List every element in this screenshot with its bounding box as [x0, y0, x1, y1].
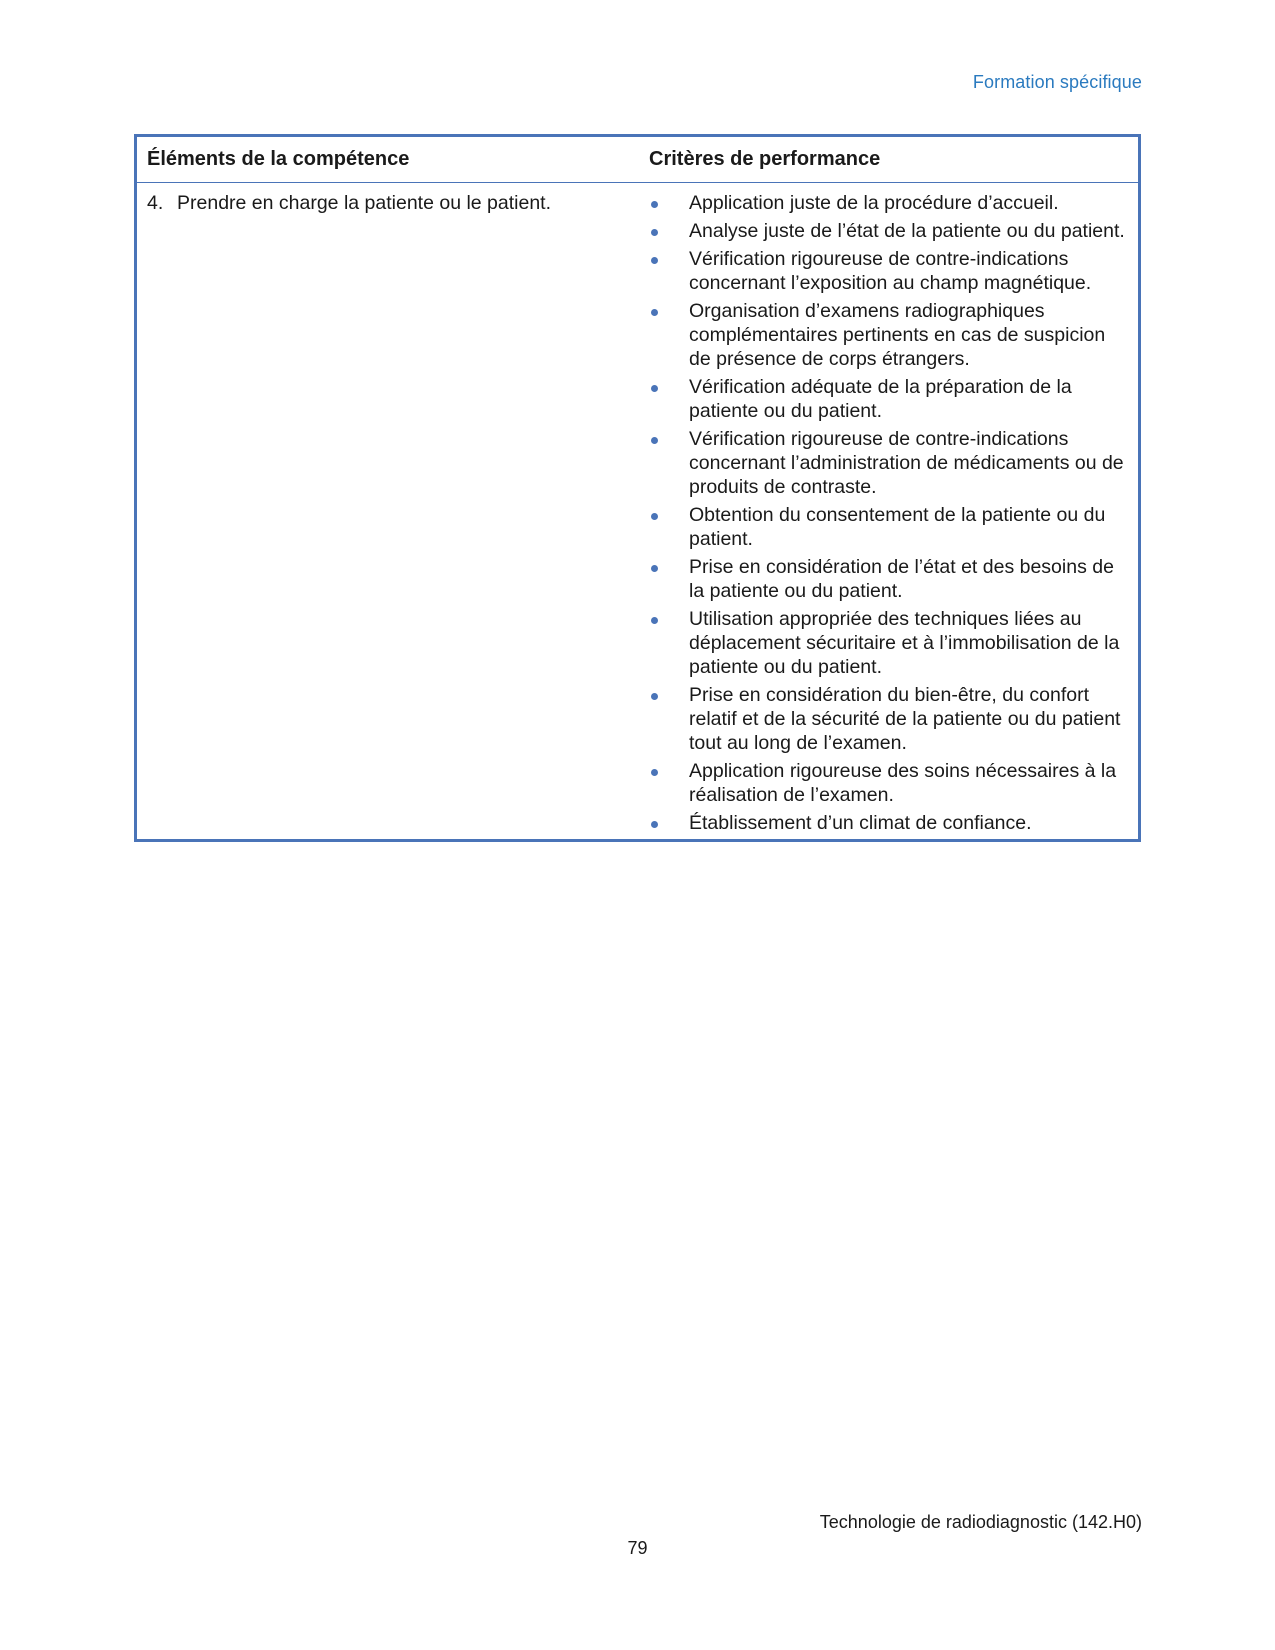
criteria-item	[639, 219, 1128, 243]
bullet-icon	[651, 437, 658, 444]
criteria-item	[639, 759, 1128, 807]
element-number: 4.	[147, 192, 164, 214]
element-cell	[137, 191, 639, 835]
criteria-item	[639, 555, 1128, 603]
bullet-icon	[651, 201, 658, 208]
criteria-text: Vérification adéquate de la préparation de la patiente ou du patient.	[689, 376, 1072, 422]
criteria-item	[639, 299, 1128, 371]
criteria-text: Vérification rigoureuse de contre-indications concernant l’administration de médicaments ou de produits de contraste.	[689, 428, 1124, 498]
criteria-text: Établissement d’un climat de confiance.	[689, 812, 1032, 834]
criteria-text: Utilisation appropriée des techniques liées au déplacement sécuritaire et à l’immobilisation de la patiente ou du patient.	[689, 608, 1120, 678]
table-header-row	[137, 137, 1138, 183]
bullet-icon	[651, 229, 658, 236]
criteria-item	[639, 375, 1128, 423]
criteria-text: Vérification rigoureuse de contre-indications concernant l’exposition au champ magnétique.	[689, 248, 1092, 294]
bullet-icon	[651, 565, 658, 572]
bullet-icon	[651, 513, 658, 520]
bullet-icon	[651, 769, 658, 776]
criteria-text: Application rigoureuse des soins nécessaires à la réalisation de l’examen.	[689, 760, 1117, 806]
competence-table	[134, 134, 1141, 842]
footer-program-title: Technologie de radiodiagnostic (142.H0)	[819, 1512, 1142, 1532]
bullet-icon	[651, 821, 658, 828]
criteria-text: Application juste de la procédure d’accueil.	[689, 192, 1059, 214]
bullet-icon	[651, 693, 658, 700]
bullet-icon	[651, 617, 658, 624]
element-text: Prendre en charge la patiente ou le patient.	[177, 192, 552, 214]
bullet-icon	[651, 309, 658, 316]
bullet-icon	[651, 385, 658, 392]
column-header-elements: Éléments de la compétence	[147, 148, 410, 170]
page-number: 79	[627, 1538, 648, 1558]
criteria-item	[639, 191, 1128, 215]
table-row	[137, 183, 1138, 839]
criteria-item	[639, 811, 1128, 835]
criteria-text: Obtention du consentement de la patiente ou du patient.	[689, 504, 1106, 550]
page-header-section-title: Formation spécifique	[972, 72, 1142, 92]
criteria-item	[639, 503, 1128, 551]
criteria-cell	[639, 191, 1138, 835]
criteria-text: Prise en considération de l’état et des besoins de la patiente ou du patient.	[689, 556, 1114, 602]
criteria-text: Organisation d’examens radiographiques complémentaires pertinents en cas de suspicion de présence de corps étrangers.	[689, 300, 1106, 370]
criteria-text: Analyse juste de l’état de la patiente ou du patient.	[689, 220, 1125, 242]
criteria-text: Prise en considération du bien-être, du confort relatif et de la sécurité de la patiente ou du patient tout au long de l’examen.	[689, 684, 1121, 754]
criteria-item	[639, 683, 1128, 755]
criteria-item	[639, 247, 1128, 295]
criteria-item	[639, 607, 1128, 679]
criteria-item	[639, 427, 1128, 499]
bullet-icon	[651, 257, 658, 264]
column-header-criteria: Critères de performance	[649, 148, 881, 170]
criteria-list	[639, 191, 1128, 835]
